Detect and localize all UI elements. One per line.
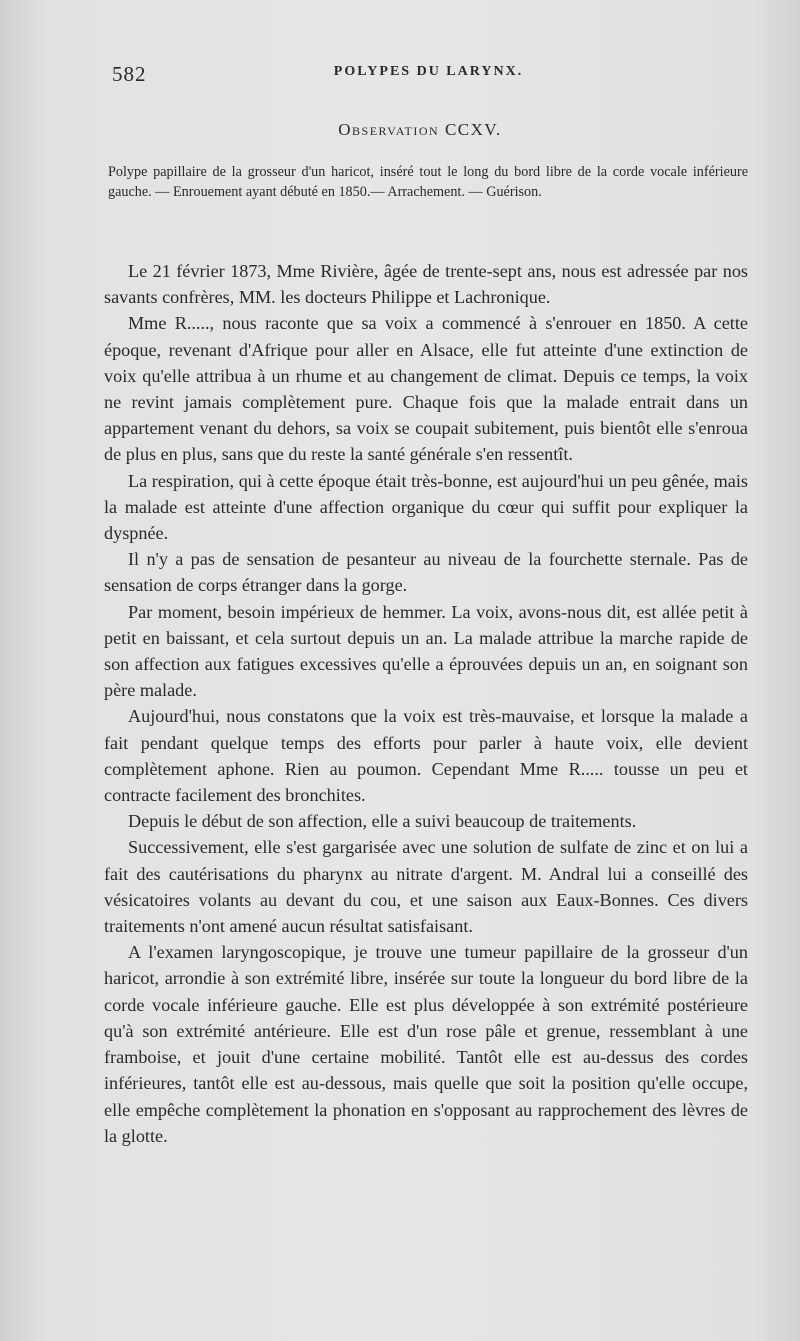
paragraph: Aujourd'hui, nous constatons que la voix est très-mauvaise, et lorsque la malade a fait pendant quelque temps des efforts pour parler à haute voix, elle devient complètement aphone. Rien au poumon. Cependant Mme R..... tousse un peu et contracte facilement des bronchites. (104, 706, 748, 806)
paragraph: Depuis le début de son affection, elle a suivi beaucoup de traitements. (128, 811, 637, 832)
paragraph: A l'examen laryngoscopique, je trouve une tumeur papillaire de la grosseur d'un haricot, arrondie à son extrémité libre, insérée sur toute la longueur du bord libre de la corde vocale inférieure gauche. Elle est plus développée à son extrémité postérieure qu'à son extrémité antérieure. Elle est d'un rose pâle et grenue, ressemblant à une framboise, et jouit d'une certaine mobilité. Tantôt elle est au-dessus des cordes inférieures, tantôt elle est au-dessous, mais quelle que soit la position qu'elle occupe, elle empêche complètement la phonation en s'opposant au rapprochement des lèvres de la glotte. (104, 942, 748, 1146)
paragraph: Mme R....., nous raconte que sa voix a commencé à s'enrouer en 1850. A cette époque, revenant d'Afrique pour aller en Alsace, elle fut atteinte d'une extinction de voix qu'elle attribua à un rhume et au changement de climat. Depuis ce temps, la voix ne revint jamais complètement pure. Chaque fois que la malade entrait dans un appartement venant du dehors, sa voix se coupait subitement, puis bientôt elle s'enroua de plus en plus, sans que du reste la santé générale s'en ressentît. (104, 313, 748, 465)
paragraph: Le 21 février 1873, Mme Rivière, âgée de trente-sept ans, nous est adressée par nos savants confrères, MM. les docteurs Philippe et Lachronique. (104, 261, 748, 308)
paragraph: Il n'y a pas de sensation de pesanteur au niveau de la fourchette sternale. Pas de sensation de corps étranger dans la gorge. (104, 549, 748, 596)
page-header (112, 62, 745, 88)
paragraph: Par moment, besoin impérieux de hemmer. La voix, avons-nous dit, est allée petit à petit en baissant, et cela surtout depuis un an. La malade attribue la marche rapide de son affection aux fatigues excessives qu'elle a éprouvées depuis un an, en soignant son père malade. (104, 601, 748, 701)
body-text (104, 258, 748, 1149)
page-number: 582 (112, 62, 147, 86)
observation-summary: Polype papillaire de la grosseur d'un haricot, inséré tout le long du bord libre de la corde vocale inférieure gauche. — Enrouement ayant débuté en 1850.— Arrachement. — Guérison. (108, 164, 748, 200)
paragraph: La respiration, qui à cette époque était très-bonne, est aujourd'hui un peu gênée, mais la malade est atteinte d'une affection organique du cœur qui suffit pour expliquer la dyspnée. (104, 470, 748, 544)
running-title: POLYPES DU LARYNX. (333, 64, 524, 79)
paragraph: Successivement, elle s'est gargarisée avec une solution de sulfate de zinc et on lui a fait des cautérisations du pharynx au nitrate d'argent. M. Andral lui a conseillé des vésicatoires volants au devant du cou, et une saison aux Eaux-Bonnes. Ces divers traitements n'ont amené aucun résultat satisfaisant. (104, 837, 748, 937)
observation-title: Observation CCXV. (338, 120, 502, 139)
